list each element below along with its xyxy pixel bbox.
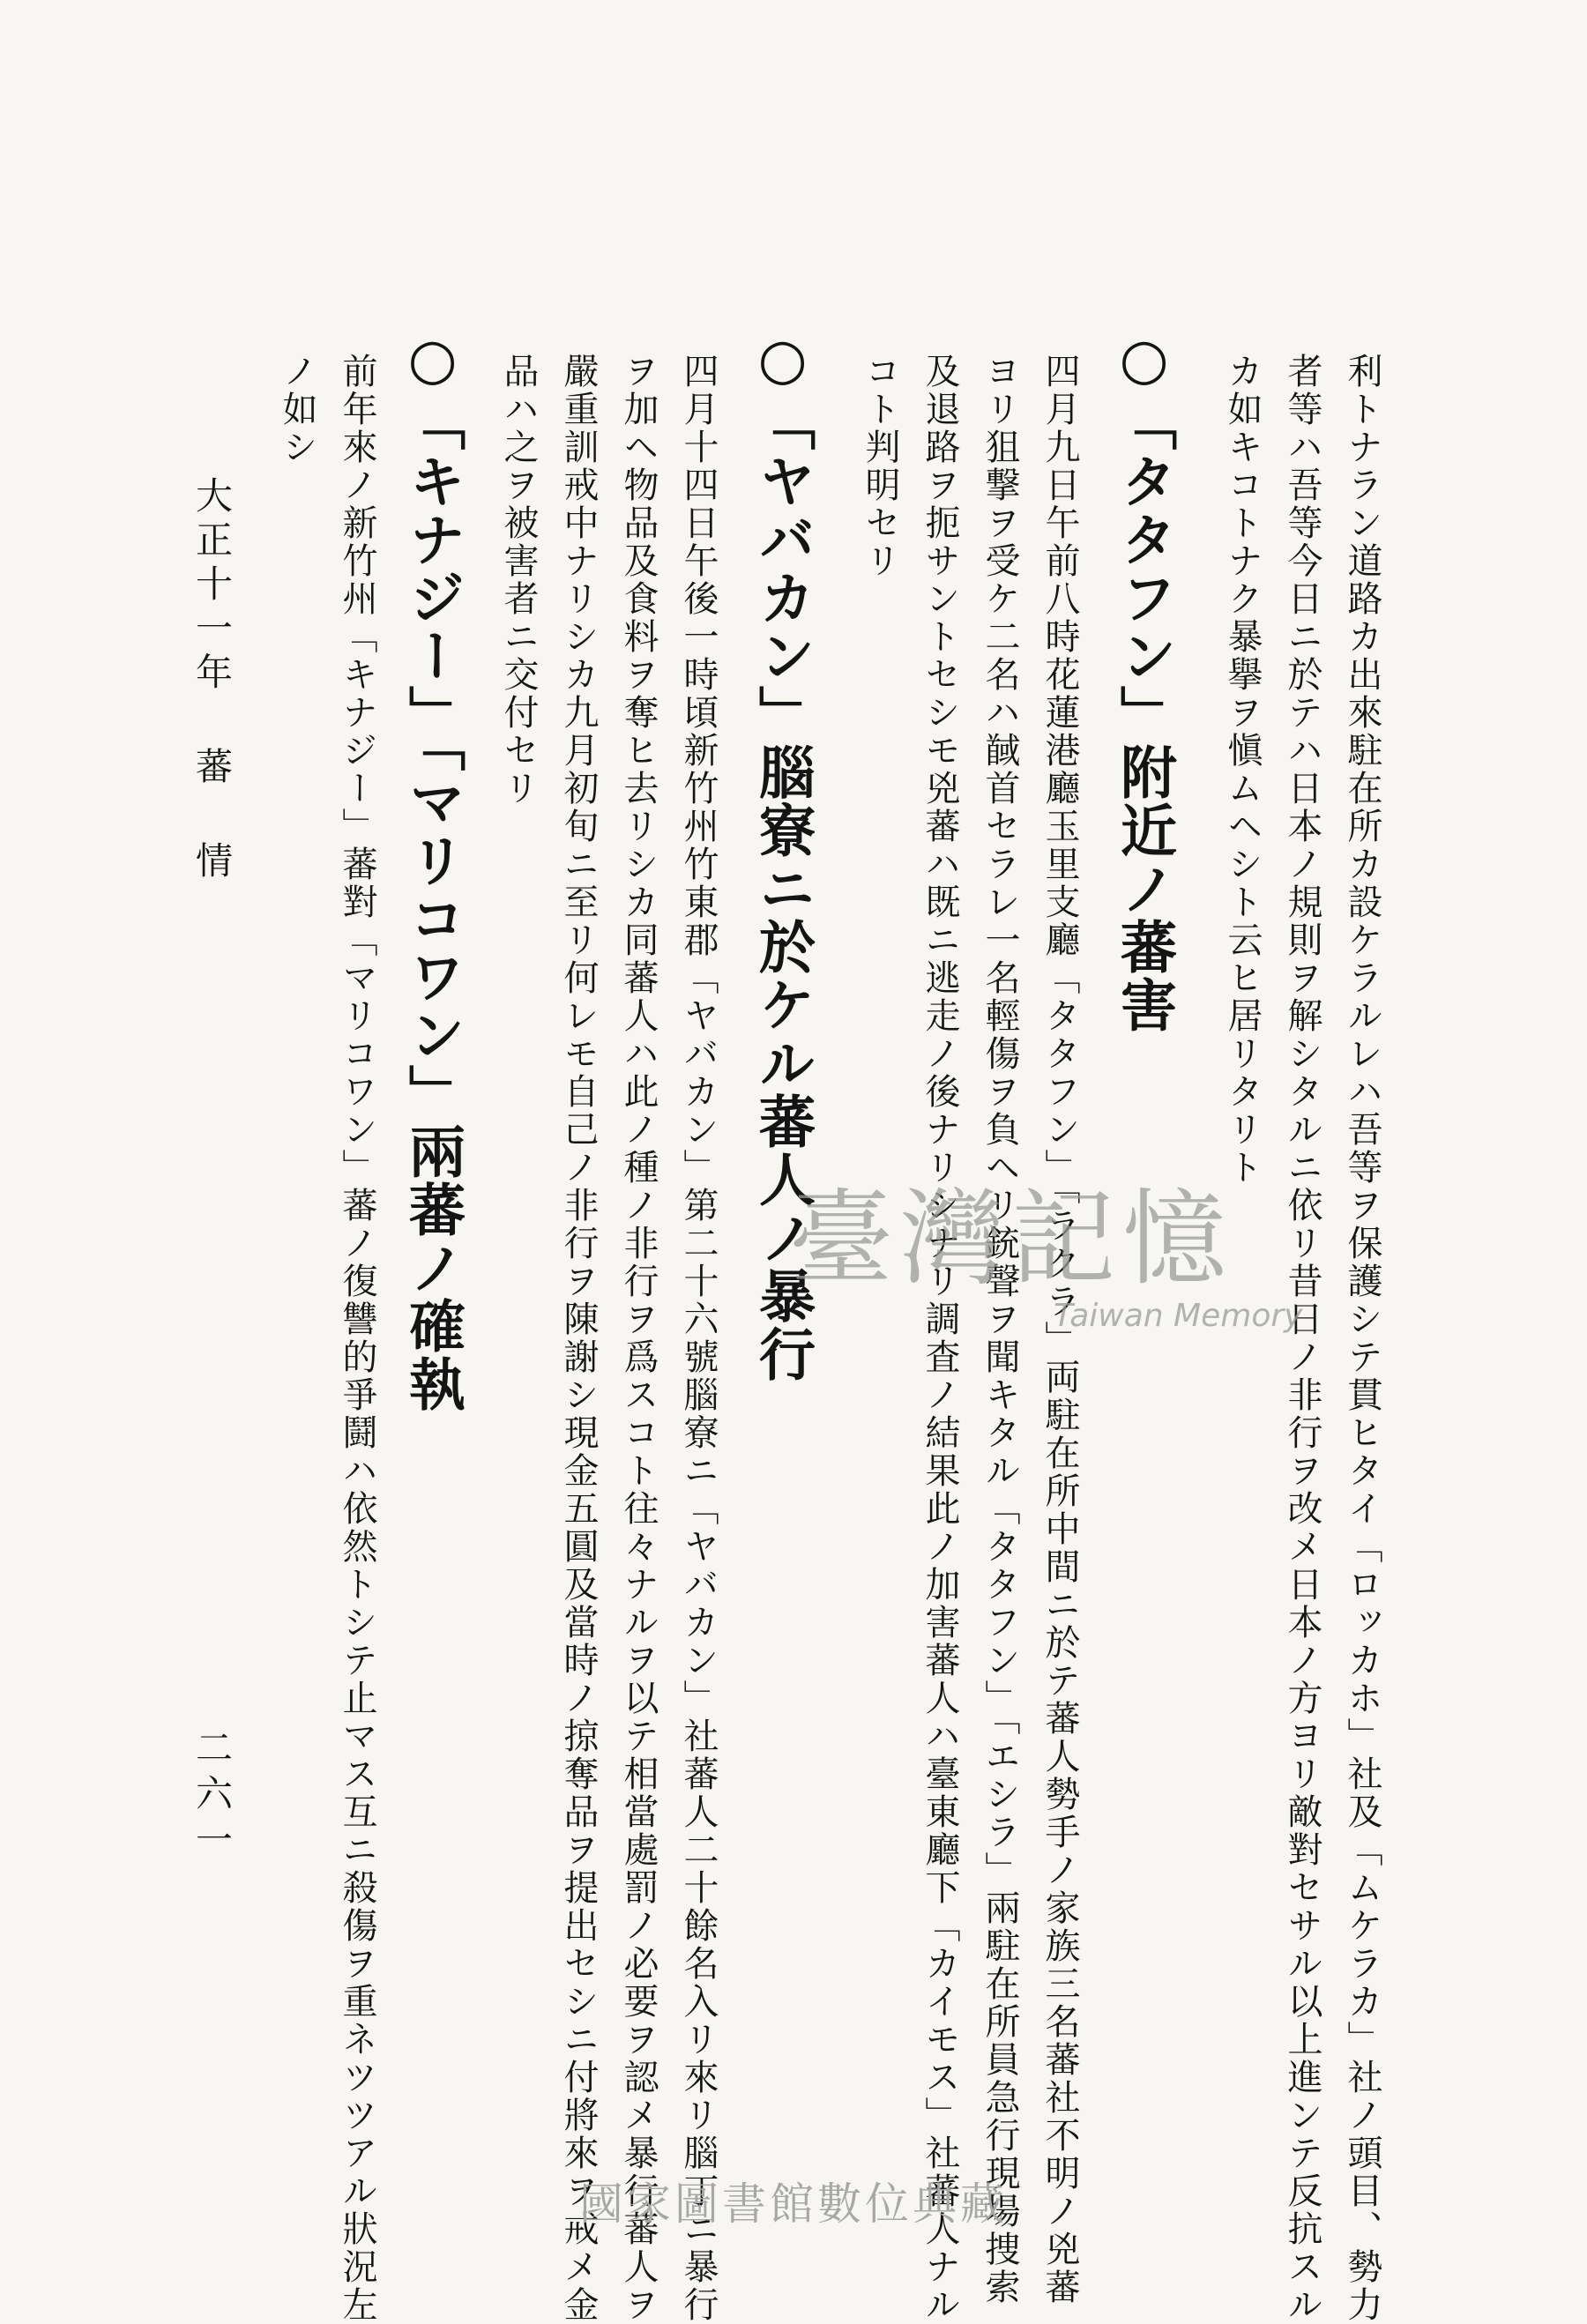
text-column-10: 四月十四日午後一時頃新竹州竹東郡「ヤバカン」第二十六號腦寮ニ「ヤバカン」社蕃人二十餘名入リ來リ腦丁ニ暴行 — [678, 353, 719, 2324]
running-head: 大正十一年 蕃 情 — [190, 476, 234, 885]
section-heading-yabakan: ○「ヤバカン」腦寮ニ於ケル蕃人ノ暴行 — [749, 326, 816, 1383]
section-heading-kinaji: ○「キナジー」「マリコワン」兩蕃ノ確執 — [399, 326, 466, 1413]
text-column-3: カ如キコトナク暴擧ヲ愼ムヘシト云ヒ居リタリト — [1222, 353, 1263, 1187]
text-column-5: 四月九日午前八時花蓮港廳玉里支廳「タタフン」「ラクラ」両駐在所中間ニ於テ蕃人勢手ノ家族三名蕃社不明ノ兇蕃 — [1039, 353, 1080, 2306]
text-column-1: 利トナラン道路カ出來駐在所カ設ケラルレハ吾等ヲ保護シテ貫ヒタイ「ロッカホ」社及「ムケラカ」社ノ頭目、勢力 — [1342, 353, 1382, 2324]
text-column-16: ノ如シ — [277, 353, 317, 466]
watermark-subtext: Taiwan Memory — [1054, 1298, 1303, 1334]
text-column-15: 前年來ノ新竹州「キナジー」蕃對「マリコワン」蕃ノ復讐的爭鬪ハ依然トシテ止マス互ニ殺傷ヲ重ネツツアル狀況左 — [337, 353, 377, 2324]
text-column-13: 品ハ之ヲ被害者ニ交付セリ — [498, 353, 539, 808]
section-heading-tatafun: ○「タタフン」附近ノ蕃害 — [1111, 326, 1177, 1034]
text-column-11: ヲ加ヘ物品及食料ヲ奪ヒ去リシカ同蕃人ハ此ノ種ノ非行ヲ爲スコト往々ナルヲ以テ相當處罰ノ必要ヲ認メ暴行蕃人ヲ — [618, 353, 659, 2324]
archive-stamp: 國家圖書館數位典藏 — [579, 2179, 1008, 2230]
page-number: 二六一 — [190, 1728, 234, 1866]
text-column-2: 者等ハ吾等今日ニ於テハ日本ノ規則ヲ解シタルニ依リ昔日ノ非行ヲ改メ日本ノ方ヨリ敵對セサル以上進ンテ反抗スル — [1282, 353, 1322, 2324]
text-column-6: ヨリ狙撃ヲ受ケ二名ハ馘首セラレ一名輕傷ヲ負ヘリ銃聲ヲ聞キタル「タタフン」「エシラ」兩駐在所員急行現場捜索 — [980, 353, 1020, 2306]
text-column-7: 及退路ヲ扼サントセシモ兇蕃ハ既ニ逃走ノ後ナリシナリ調査ノ結果此ノ加害蕃人ハ臺東廳下「カイモス」社蕃人ナル — [920, 353, 960, 2324]
text-column-12: 嚴重訓戒中ナリシカ九月初旬ニ至リ何レモ自己ノ非行ヲ陳謝シ現金五圓及當時ノ掠奪品ヲ提出セシニ付將來ヲ戒メ金 — [558, 353, 599, 2324]
text-column-8: コト判明セリ — [860, 353, 900, 580]
watermark-text: 臺灣記憶 — [789, 1178, 1234, 1300]
